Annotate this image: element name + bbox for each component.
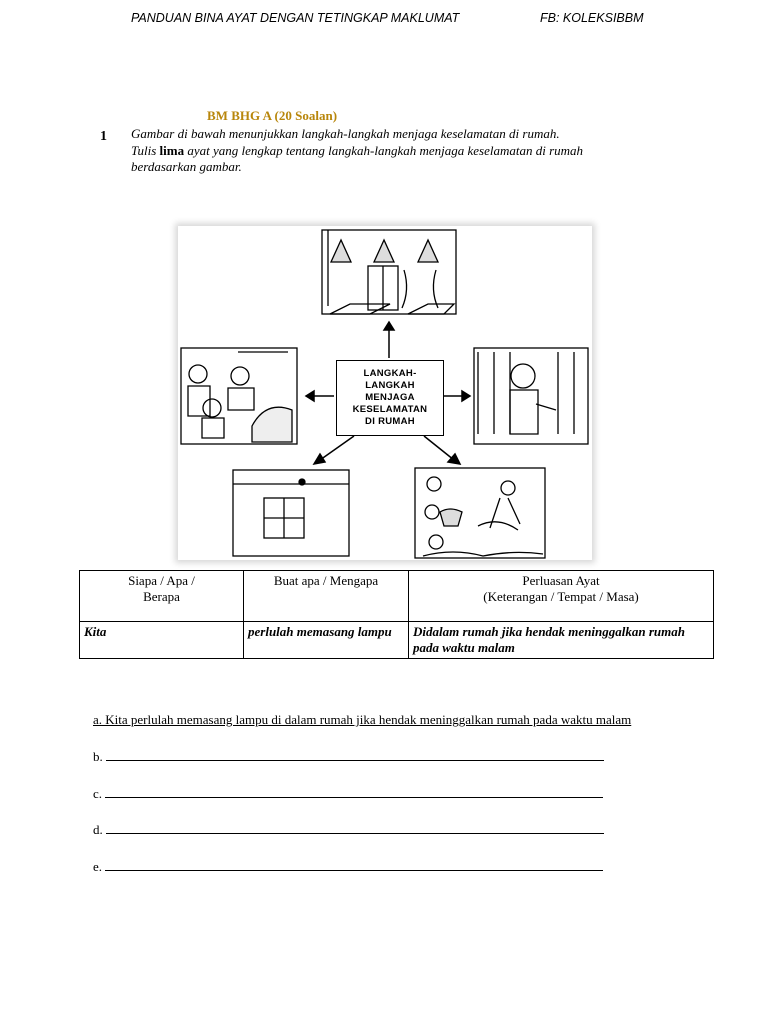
cell-extension: Didalam rumah jika hendak meninggalkan rumah pada waktu malam — [409, 622, 714, 659]
sentence-table — [79, 570, 714, 659]
table-header-row — [80, 571, 714, 622]
answer-e-blank[interactable] — [105, 858, 603, 871]
panel-right-window — [474, 348, 588, 444]
panel-bottom-right-cleaning — [415, 468, 545, 558]
answer-e[interactable]: e. — [93, 858, 603, 875]
safety-illustration — [178, 226, 592, 560]
answer-d[interactable]: d. — [93, 821, 604, 838]
instruction-line-1: Gambar di bawah menunjukkan langkah-langkah menjaga keselamatan di rumah. — [131, 126, 560, 141]
header-what: Buat apa / Mengapa — [244, 571, 409, 622]
answer-a: a. Kita perlulah memasang lampu di dalam rumah jika hendak meninggalkan rumah pada waktu malam — [93, 712, 632, 727]
header-source: FB: KOLEKSIBBM — [540, 11, 644, 25]
section-title: BM BHG A (20 Soalan) — [207, 108, 338, 123]
answer-b[interactable]: b. — [93, 748, 604, 765]
center-label: LANGKAH- LANGKAH MENJAGA KESELAMATAN DI RUMAH — [336, 360, 444, 436]
panel-top-lights — [322, 230, 456, 314]
cell-who: Kita — [80, 622, 244, 659]
answer-d-blank[interactable] — [106, 821, 604, 834]
header-title: PANDUAN BINA AYAT DENGAN TETINGKAP MAKLUMAT — [131, 11, 460, 25]
question-number: 1 — [100, 129, 107, 144]
header-who: Siapa / Apa / Berapa — [80, 571, 244, 622]
instruction-line-2: Tulis lima ayat yang lengkap tentang langkah-langkah menjaga keselamatan di rumah berdasarkan gambar. — [131, 142, 584, 174]
table-row — [80, 622, 714, 659]
answer-c[interactable]: c. — [93, 785, 603, 802]
header-extension: Perluasan Ayat (Keterangan / Tempat / Masa) — [409, 571, 714, 622]
answer-c-blank[interactable] — [105, 785, 603, 798]
cell-what: perlulah memasang lampu — [244, 622, 409, 659]
question-instructions — [131, 126, 611, 176]
panel-bottom-left-room — [233, 470, 349, 556]
answer-b-blank[interactable] — [106, 748, 604, 761]
panel-left-children — [181, 348, 297, 444]
